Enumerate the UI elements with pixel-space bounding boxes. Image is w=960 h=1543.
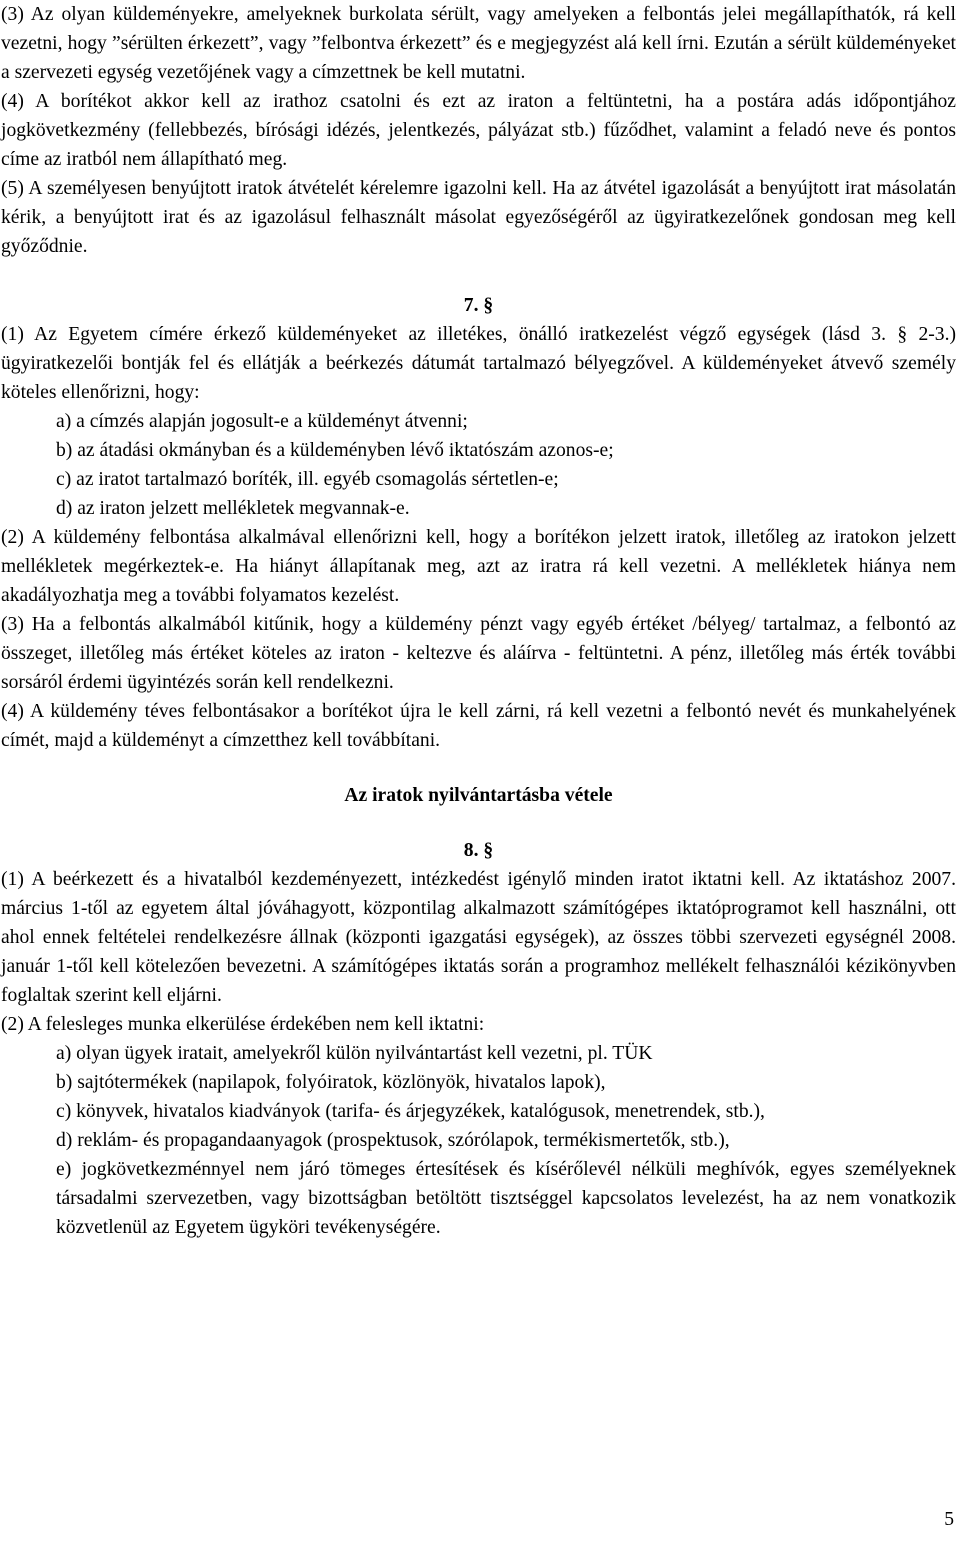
list-item-7-1-a: a) a címzés alapján jogosult-e a küldeményt átvenni; [56,411,468,432]
list-item-8-2-a: a) olyan ügyek iratait, amelyekről külön nyilvántartást kell vezetni, pl. TÜK [56,1043,653,1064]
paragraph-8-2: (2) A felesleges munka elkerülése érdekében nem kell iktatni: [1,1014,485,1035]
paragraph-7-4: (4) A küldemény téves felbontásakor a borítékot újra le kell zárni, rá kell vezetni a felbontó nevét és munkahelyének címét, majd a küldeményt a címzetthez kell továbbítani. [1,701,956,751]
paragraph-6-3: (3) Az olyan küldeményekre, amelyeknek burkolata sérült, vagy amelyeken a felbontás jelei megállapíthatók, rá kell vezetni, hogy ”sérülten érkezett”, vagy ”felbontva érkezett” és e megjegyzést alá kell írni. Ezután a sérült küldeményeket a szervezeti egység vezetőjének vagy a címzettnek be kell mutatni. [1,4,956,83]
document-body [1,0,956,1242]
list-item-8-2-c: c) könyvek, hivatalos kiadványok (tarifa- és árjegyzékek, katalógusok, menetrendek, stb.), [56,1101,765,1122]
paragraph-7-3: (3) Ha a felbontás alkalmából kitűnik, hogy a küldemény pénzt vagy egyéb értéket /bélyeg/ tartalmaz, a felbontó az összeget, illetőleg más értéket köteles az iraton - keltezve és aláírva - feltüntetni. A pénz, illetőleg más érték további sorsáról érdemi ügyintézés során kell rendelkezni. [1,614,956,693]
paragraph-7-1: (1) Az Egyetem címére érkező küldeményeket az illetékes, önálló iratkezelést végző egységek (lásd 3. § 2-3.) ügyiratkezelői bontják fel és ellátják a beérkezés dátumát tartalmazó bélyegzővel. A küldeményeket átvevő személy köteles ellenőrizni, hogy: [1,324,956,403]
list-item-8-2-d: d) reklám- és propagandaanyagok (prospektusok, szórólapok, termékismertetők, stb.), [56,1130,730,1151]
section-8-title: 8. § [463,840,494,861]
section-heading: Az iratok nyilvántartásba vétele [344,785,613,806]
paragraph-6-4: (4) A borítékot akkor kell az irathoz csatolni és ezt az iraton a feltüntetni, ha a postára adás időpontjához jogkövetkezmény (fellebbezés, bírósági idézés, jelentkezés, pályázat stb.) fűződhet, valamint a feladó neve és pontos címe az iratból nem állapítható meg. [1,91,956,170]
list-item-8-2-b: b) sajtótermékek (napilapok, folyóiratok, közlönyök, hivatalos lapok), [56,1072,606,1093]
list-item-7-1-b: b) az átadási okmányban és a küldeményben lévő iktatószám azonos-e; [56,440,614,461]
paragraph-6-5: (5) A személyesen benyújtott iratok átvételét kérelemre igazolni kell. Ha az átvétel igazolását a benyújtott irat másolatán kérik, a benyújtott irat és az igazolásul felhasznált másolat egyezőségéről az ügyiratkezelőnek gondosan meg kell győződnie. [1,178,956,257]
list-item-7-1-d: d) az iraton jelzett mellékletek megvannak-e. [56,498,410,519]
section-7-title: 7. § [463,295,494,316]
paragraph-8-1: (1) A beérkezett és a hivatalból kezdeményezett, intézkedést igénylő minden iratot iktatni kell. Az iktatáshoz 2007. március 1-től az egyetem által jóváhagyott, központilag alkalmazott számítógépes iktatóprogramot kell használni, ott ahol ennek feltételei rendelkezésre állnak (központi igazgatási egységek), az összes többi szervezeti egységnél 2008. január 1-től kell kötelezően bevezetni. A számítógépes iktatás során a programhoz mellékelt felhasználói kézikönyvben foglaltak szerint kell eljárni. [1,869,956,1006]
page-number: 5 [944,1509,954,1530]
list-item-8-2-e: e) jogkövetkezménnyel nem járó tömeges értesítések és kísérőlevél nélküli meghívók, egyes személyeknek társadalmi szervezetben, vagy bizottságban betöltött tisztséggel kapcsolatos levelezést, ha az nem vonatkozik közvetlenül az Egyetem ügyköri tevékenységére. [56,1159,956,1238]
paragraph-7-2: (2) A küldemény felbontása alkalmával ellenőrizni kell, hogy a borítékon jelzett iratok, illetőleg az iratokon jelzett mellékletek megérkeztek-e. Ha hiányt állapítanak meg, azt az iratra rá kell vezetni. A mellékletek hiánya nem akadályozhatja meg a további folyamatos kezelést. [1,527,956,606]
list-item-7-1-c: c) az iratot tartalmazó boríték, ill. egyéb csomagolás sértetlen-e; [56,469,559,490]
